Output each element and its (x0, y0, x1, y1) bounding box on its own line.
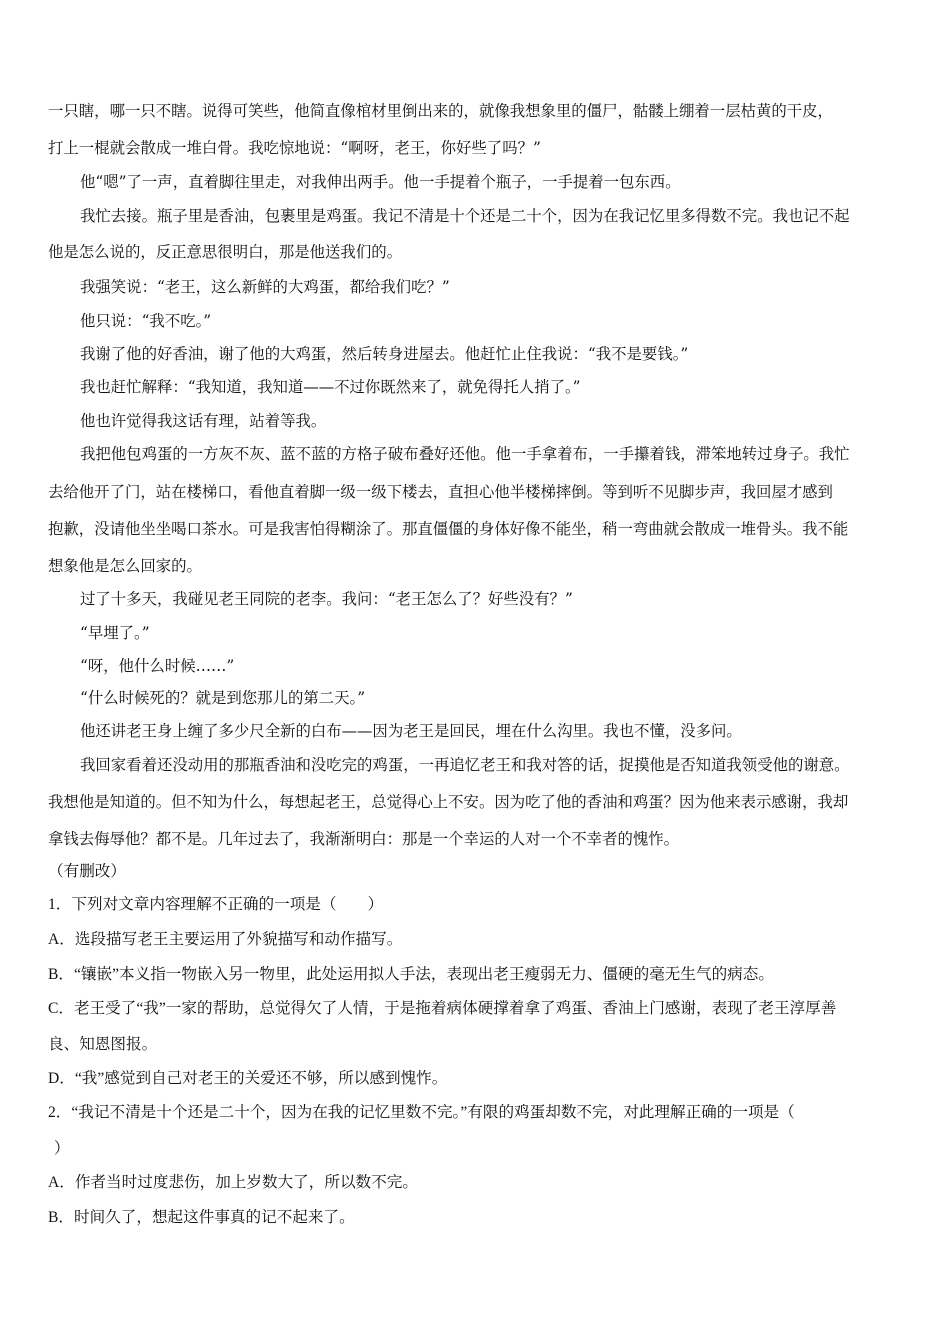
passage-line: “什么时候死的？就是到您那儿的第二天。” (80, 689, 366, 707)
passage-line: “呀，他什么时候……” (80, 657, 235, 675)
passage-line: 我谢了他的好香油，谢了他的大鸡蛋，然后转身进屋去。他赶忙止住我说：“我不是要钱。” (80, 345, 689, 363)
passage-line: 他只说：“我不吃。” (80, 312, 212, 330)
passage-line: “早埋了。” (80, 624, 150, 642)
option-1c-cont: 良、知恩图报。 (48, 1036, 158, 1053)
option-2b: B．时间久了，想起这件事真的记不起来了。 (48, 1209, 355, 1226)
passage-line: 我也赶忙解释：“我知道，我知道——不过你既然来了，就免得托人捎了。” (80, 378, 581, 396)
passage-line: 他是怎么说的，反正意思很明白，那是他送我们的。 (48, 243, 402, 261)
passage-line: 我把他包鸡蛋的一方灰不灰、蓝不蓝的方格子破布叠好还他。他一手拿着布，一手攥着钱，滞笨地转过身子。我忙 (80, 445, 850, 463)
option-1d: D．“我”感觉到自己对老王的关爱还不够，所以感到愧怍。 (48, 1070, 448, 1087)
option-1c: C．老王受了“我”一家的帮助，总觉得欠了人情，于是拖着病体硬撑着拿了鸡蛋、香油上门感谢，表现了老王淳厚善 (48, 1000, 837, 1017)
passage-line: 抱歉，没请他坐坐喝口茶水。可是我害怕得糊涂了。那直僵僵的身体好像不能坐，稍一弯曲就会散成一堆骨头。我不能 (48, 520, 849, 538)
option-1b: B．“镶嵌”本义指一物嵌入另一物里，此处运用拟人手法，表现出老王瘦弱无力、僵硬的毫无生气的病态。 (48, 966, 774, 983)
source-note: （有删改） (48, 863, 126, 880)
question-2: 2．“我记不清是十个还是二十个，因为在我的记忆里数不完。”有限的鸡蛋却数不完，对此理解正确的一项是（ (48, 1104, 795, 1121)
passage-line: 打上一棍就会散成一堆白骨。我吃惊地说：“啊呀，老王，你好些了吗？” (48, 139, 541, 157)
passage-line: 我回家看着还没动用的那瓶香油和没吃完的鸡蛋，一再追忆老王和我对答的话，捉摸他是否知道我领受他的谢意。 (80, 756, 850, 774)
passage-line: 去给他开了门，站在楼梯口，看他直着脚一级一级下楼去，直担心他半楼梯摔倒。等到听不见脚步声，我回屋才感到 (48, 483, 833, 501)
passage-line: 拿钱去侮辱他？都不是。几年过去了，我渐渐明白：那是一个幸运的人对一个不幸者的愧怍。 (48, 830, 680, 848)
passage-line: 过了十多天，我碰见老王同院的老李。我问：“老王怎么了？好些没有？” (80, 590, 573, 608)
passage-line: 他“嗯”了一声，直着脚往里走，对我伸出两手。他一手提着个瓶子，一手提着一包东西。 (80, 173, 681, 191)
passage-line: 一只瞎，哪一只不瞎。说得可笑些，他简直像棺材里倒出来的，就像我想象里的僵尸，骷髅上绷着一层枯黄的干皮， (48, 102, 833, 120)
option-2a: A．作者当时过度悲伤，加上岁数大了，所以数不完。 (48, 1174, 418, 1191)
question-2-cont: ） (54, 1140, 70, 1157)
passage-line: 我忙去接。瓶子里是香油，包裹里是鸡蛋。我记不清是十个还是二十个，因为在我记忆里多得数不完。我也记不起 (80, 207, 850, 225)
question-1: 1．下列对文章内容理解不正确的一项是（ ） (48, 896, 384, 913)
passage-line: 他也许觉得我这话有理，站着等我。 (80, 412, 327, 430)
passage-line: 我想他是知道的。但不知为什么，每想起老王，总觉得心上不安。因为吃了他的香油和鸡蛋？因为他来表示感谢，我却 (48, 793, 849, 811)
passage-line: 想象他是怎么回家的。 (48, 557, 202, 575)
passage-line: 我强笑说：“老王，这么新鲜的大鸡蛋，都给我们吃？” (80, 278, 450, 296)
option-1a: A．选段描写老王主要运用了外貌描写和动作描写。 (48, 931, 403, 948)
passage-line: 他还讲老王身上缠了多少尺全新的白布——因为老王是回民，埋在什么沟里。我也不懂，没多问。 (80, 722, 742, 740)
